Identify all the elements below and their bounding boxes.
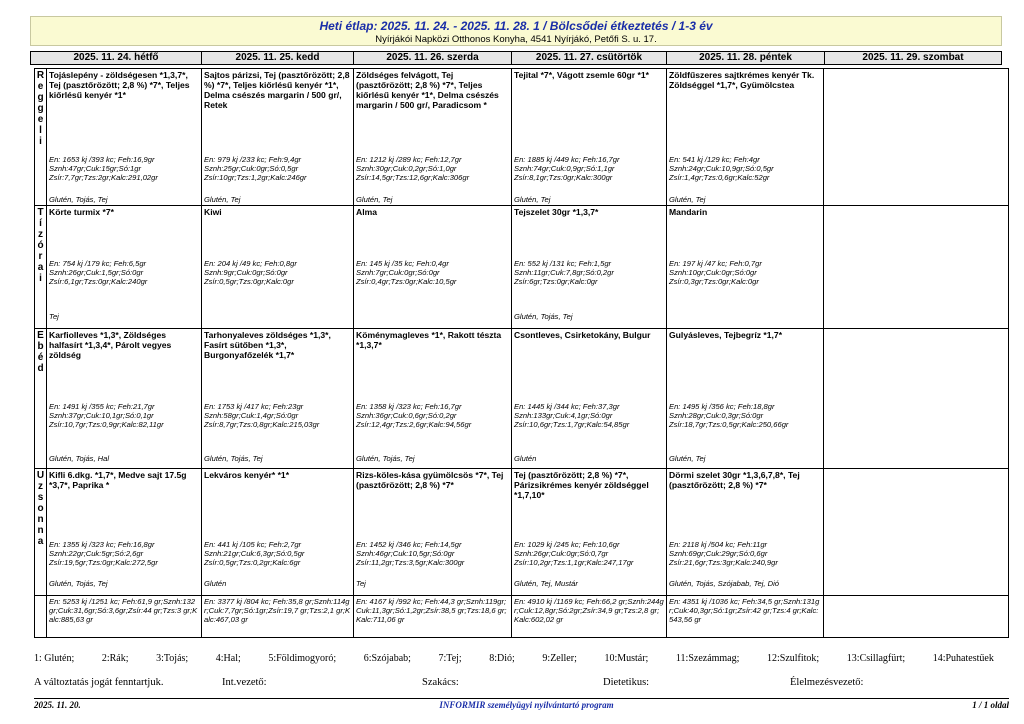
- nutrition-line: En: 441 kj /105 kc; Feh:2,7gr: [204, 540, 302, 549]
- nutrition-line: Zsír:1,4gr;Tzs:0,6gr;Kalc:52gr: [669, 173, 770, 182]
- allergen-item: 3:Tojás;: [156, 653, 189, 664]
- menu-cell: [202, 469, 354, 596]
- allergen-list: Glutén, Tej, Mustár: [514, 579, 578, 588]
- menu-cell: [354, 469, 512, 596]
- nutrition-line: Sznh:47gr;Cuk:15gr;Só:1gr: [49, 164, 142, 173]
- allergen-list: Glutén, Tej: [669, 195, 706, 204]
- day-header: 2025. 11. 26. szerda: [354, 52, 512, 64]
- menu-table: [34, 68, 1009, 638]
- allergen-item: 13:Csillagfürt;: [846, 653, 906, 664]
- nutrition-info: [204, 402, 351, 429]
- nutrition-line: Zsír:0,5gr;Tzs:0gr;Kalc:0gr: [204, 277, 294, 286]
- nutrition-line: Sznh:22gr;Cuk:5gr;Só:2,6gr: [49, 549, 144, 558]
- menu-cell: [202, 206, 354, 329]
- daily-total: En: 4351 kj /1036 kc; Feh:34,5 gr;Sznh:131gr;Cuk:40,3gr;Só:1gr;Zsír:42 gr;Tzs:4 gr;Kalc:543,56 gr: [669, 597, 820, 624]
- allergen-list: Glutén, Tojás, Tej: [356, 454, 415, 463]
- day-header: 2025. 11. 24. hétfő: [31, 52, 202, 64]
- nutrition-info: [514, 402, 664, 429]
- nutrition-line: Sznh:24gr;Cuk:10,9gr;Só:0,5gr: [669, 164, 774, 173]
- page-footer: [34, 698, 1009, 710]
- menu-cell: [47, 69, 202, 206]
- dish-name: Alma: [356, 207, 378, 217]
- nutrition-info: [356, 155, 509, 182]
- nutrition-line: Zsír:6,1gr;Tzs:0gr;Kalc:240gr: [49, 277, 148, 286]
- nutrition-line: En: 1445 kj /344 kc; Feh:37,3gr: [514, 402, 620, 411]
- nutrition-line: En: 1653 kj /393 kc; Feh:16,9gr: [49, 155, 155, 164]
- dish-name: Rizs-köles-kása gyümölcsös *7*, Tej (pasztőrözött; 2,8 %) *7*: [356, 470, 504, 490]
- nutrition-line: Sznh:30gr;Cuk:0,2gr;Só:1,0gr: [356, 164, 457, 173]
- allergen-list: Glutén, Tojás, Tej: [514, 312, 573, 321]
- nutrition-line: En: 145 kj /35 kc; Feh:0,4gr: [356, 259, 449, 268]
- nutrition-line: En: 2118 kj /504 kc; Feh:11gr: [669, 540, 768, 549]
- nutrition-line: Sznh:36gr;Cuk:0,6gr;Só:0,2gr: [356, 411, 457, 420]
- nutrition-line: Zsír:21,6gr;Tzs:3gr;Kalc:240,9gr: [669, 558, 778, 567]
- nutrition-info: [49, 540, 199, 567]
- nutrition-line: Zsír:0,4gr;Tzs:0gr;Kalc:10,5gr: [356, 277, 457, 286]
- allergen-item: 7:Tej;: [438, 653, 462, 664]
- nutrition-line: En: 754 kj /179 kc; Feh:6,5gr: [49, 259, 147, 268]
- meal-row: [35, 469, 1009, 596]
- daily-total: En: 5253 kj /1251 kc; Feh:61,9 gr;Sznh:132gr;Cuk:31,6gr;Só:3,6gr;Zsír:44 gr;Tzs:3 gr;Kalc:885,63 gr: [49, 597, 198, 624]
- dish-name: Kifli 6.dkg. *1,7*, Medve sajt 17.5g *3,7*, Paprika *: [49, 470, 187, 490]
- dish-name: Csontleves, Csirketokány, Bulgur: [514, 330, 651, 340]
- menu-header: [30, 16, 1002, 46]
- nutrition-line: Zsír:11,2gr;Tzs:3,5gr;Kalc:300gr: [356, 558, 465, 567]
- meal-label: E b é d: [35, 329, 47, 469]
- allergen-item: 11:Szezámmag;: [675, 653, 740, 664]
- nutrition-line: Sznh:10gr;Cuk:0gr;Só:0gr: [669, 268, 757, 277]
- nutrition-line: Sznh:21gr;Cuk:6,3gr;Só:0,5gr: [204, 549, 305, 558]
- nutrition-line: Zsír:10,2gr;Tzs:1,1gr;Kalc:247,17gr: [514, 558, 634, 567]
- nutrition-info: [49, 402, 199, 429]
- allergen-item: 12:Szulfitok;: [766, 653, 820, 664]
- nutrition-line: En: 1495 kj /356 kc; Feh:18,8gr: [669, 402, 775, 411]
- nutrition-info: [204, 259, 351, 286]
- nutrition-line: Zsír:19,5gr;Tzs:0gr;Kalc:272,5gr: [49, 558, 158, 567]
- nutrition-line: En: 1885 kj /449 kc; Feh:16,7gr: [514, 155, 620, 164]
- nutrition-info: [356, 540, 509, 567]
- page-number: 1 / 1 oldal: [972, 700, 1009, 710]
- nutrition-line: Zsír:10,6gr;Tzs:1,7gr;Kalc:54,85gr: [514, 420, 630, 429]
- nutrition-line: Zsír:7,7gr;Tzs:2gr;Kalc:291,02gr: [49, 173, 158, 182]
- allergen-list: Glutén: [514, 454, 537, 463]
- allergen-list: Glutén, Tojás, Hal: [49, 454, 110, 463]
- menu-cell: [512, 329, 667, 469]
- allergen-list: Glutén, Tojás, Szójabab, Tej, Dió: [669, 579, 780, 588]
- kitchen-address: Nyírjákói Napközi Otthonos Konyha, 4541 Nyírjákó, Petőfi S. u. 17.: [375, 34, 657, 45]
- dish-name: Karfiolleves *1,3*, Zöldséges halfasírt *1,3,4*, Párolt vegyes zöldség: [49, 330, 172, 360]
- menu-cell: [667, 329, 824, 469]
- nutrition-info: [669, 155, 821, 182]
- nutrition-line: En: 1753 kj /417 kc; Feh:23gr: [204, 402, 304, 411]
- nutrition-info: [356, 402, 509, 429]
- nutrition-line: Sznh:26gr;Cuk:1,5gr;Só:0gr: [49, 268, 144, 277]
- allergen-list: Tej: [356, 579, 366, 588]
- dish-name: Tojáslepény - zöldségesen *1,3,7*, Tej (pasztőrözött; 2,8 %) *7*, Teljes kiőrlésű kenyér *1*: [49, 70, 190, 100]
- nutrition-line: Sznh:37gr;Cuk:10,1gr;Só:0,1gr: [49, 411, 154, 420]
- daily-total: En: 4167 kj /992 kc; Feh:44,3 gr;Sznh:119gr;Cuk:11,3gr;Só:1,2gr;Zsír:38,5 gr;Tzs:18,6 gr;Kalc:711,06 gr: [356, 597, 507, 624]
- dish-name: Lekváros kenyér* *1*: [204, 470, 290, 480]
- menu-cell: [667, 69, 824, 206]
- nutrition-line: Zsír:0,5gr;Tzs:0,2gr;Kalc:6gr: [204, 558, 301, 567]
- dish-name: Tejital *7*, Vágott zsemle 60gr *1*: [514, 70, 650, 80]
- allergen-list: Glutén, Tej: [204, 195, 241, 204]
- day-header-bar: [30, 51, 1002, 65]
- dish-name: Sajtos párizsi, Tej (pasztőrözött; 2,8 %) *7*, Teljes kiőrlésű kenyér *1*, Delma csészés margarin / 500 gr/, Retek: [204, 70, 350, 110]
- manager-signature-label: Int.vezető:: [222, 677, 267, 688]
- nutrition-line: En: 1452 kj /346 kc; Feh:14,5gr: [356, 540, 462, 549]
- dietitian-signature-label: Dietetikus:: [603, 677, 650, 688]
- allergen-item: 5:Földimogyoró;: [268, 653, 337, 664]
- nutrition-line: En: 979 kj /233 kc; Feh:9,4gr: [204, 155, 302, 164]
- dish-name: Mandarin: [669, 207, 708, 217]
- nutrition-info: [669, 259, 821, 286]
- meal-label: T í z ó r a i: [35, 206, 47, 329]
- nutrition-line: En: 1029 kj /245 kc; Feh:10,6gr: [514, 540, 620, 549]
- allergen-item: 10:Mustár;: [604, 653, 649, 664]
- nutrition-line: En: 552 kj /131 kc; Feh:1,5gr: [514, 259, 612, 268]
- nutrition-line: Zsír:12,4gr;Tzs:2,6gr;Kalc:94,56gr: [356, 420, 472, 429]
- nutrition-line: Sznh:133gr;Cuk:4,1gr;Só:0gr: [514, 411, 613, 420]
- meal-row: [35, 69, 1009, 206]
- nutrition-line: Sznh:7gr;Cuk:0gr;Só:0gr: [356, 268, 440, 277]
- menu-cell: [354, 329, 512, 469]
- menu-cell: [354, 69, 512, 206]
- menu-cell: [354, 206, 512, 329]
- nutrition-line: Zsír:10,7gr;Tzs:0,9gr;Kalc:82,11gr: [49, 420, 164, 429]
- dish-name: Körte turmix *7*: [49, 207, 114, 217]
- nutrition-line: Zsír:6gr;Tzs:0gr;Kalc:0gr: [514, 277, 598, 286]
- allergen-item: 8:Dió;: [489, 653, 515, 664]
- allergen-list: Glutén, Tojás, Tej: [49, 195, 108, 204]
- rights-reserved-note: A változtatás jogát fenntartjuk.: [34, 677, 164, 688]
- nutrition-line: Sznh:58gr;Cuk:1,4gr;Só:0gr: [204, 411, 299, 420]
- allergen-list: Glutén, Tej: [669, 454, 706, 463]
- nutrition-line: Sznh:26gr;Cuk:0gr;Só:0,7gr: [514, 549, 609, 558]
- nutrition-line: Zsír:10gr;Tzs:1,2gr;Kalc:246gr: [204, 173, 307, 182]
- menu-cell: [512, 206, 667, 329]
- menu-cell: [202, 329, 354, 469]
- nutrition-info: [356, 259, 509, 286]
- menu-cell: [47, 206, 202, 329]
- nutrition-line: En: 197 kj /47 kc; Feh:0,7gr: [669, 259, 762, 268]
- print-date: 2025. 11. 20.: [34, 700, 81, 710]
- allergen-item: 1: Glutén;: [34, 653, 75, 664]
- nutrition-info: [49, 155, 199, 182]
- nutrition-line: Sznh:11gr;Cuk:7,8gr;Só:0,2gr: [514, 268, 614, 277]
- cook-signature-label: Szakács:: [422, 677, 459, 688]
- food-manager-signature-label: Élelmezésvezető:: [790, 677, 864, 688]
- nutrition-line: Sznh:25gr;Cuk:0gr;Só:0,5gr: [204, 164, 299, 173]
- day-header: 2025. 11. 27. csütörtök: [512, 52, 667, 64]
- menu-cell: [47, 469, 202, 596]
- nutrition-line: Sznh:28gr;Cuk:0,3gr;Só:0gr: [669, 411, 764, 420]
- nutrition-info: [514, 259, 664, 286]
- daily-total: En: 4910 kj /1169 kc; Feh:66,2 gr;Sznh:244gr;Cuk:12,8gr;Só:2gr;Zsír:34,9 gr;Tzs:2,8 gr;Kalc:602,02 gr: [514, 597, 664, 624]
- nutrition-line: En: 204 kj /49 kc; Feh:0,8gr: [204, 259, 297, 268]
- nutrition-info: [514, 540, 664, 567]
- dish-name: Dörmi szelet 30gr *1,3,6,7,8*, Tej (pasztőrözött; 2,8 %) *7*: [669, 470, 800, 490]
- totals-row: [35, 596, 1009, 638]
- nutrition-line: Zsír:8,7gr;Tzs:0,8gr;Kalc:215,03gr: [204, 420, 320, 429]
- day-header: 2025. 11. 28. péntek: [667, 52, 825, 64]
- menu-title: Heti étlap: 2025. 11. 24. - 2025. 11. 28. 1 / Bölcsődei étkeztetés / 1-3 év: [319, 19, 713, 33]
- allergen-item: 4:Hal;: [215, 653, 241, 664]
- dish-name: Köménymagleves *1*, Rakott tészta *1,3,7*: [356, 330, 502, 350]
- allergen-item: 9:Zeller;: [542, 653, 577, 664]
- dish-name: Tejszelet 30gr *1,3,7*: [514, 207, 599, 217]
- dish-name: Tej (pasztőrözött; 2,8 %) *7*, Párizsikrémes kenyér zöldséggel *1,7,10*: [514, 470, 649, 500]
- allergen-item: 2:Rák;: [101, 653, 129, 664]
- menu-cell: [667, 469, 824, 596]
- allergen-item: 6:Szójabab;: [363, 653, 411, 664]
- allergen-list: Glutén, Tej: [514, 195, 551, 204]
- meal-label: U z s o n n a: [35, 469, 47, 596]
- menu-cell: [824, 329, 1009, 469]
- nutrition-line: Sznh:69gr;Cuk:29gr;Só:0,6gr: [669, 549, 768, 558]
- allergen-list: Glutén, Tojás, Tej: [204, 454, 263, 463]
- nutrition-line: En: 1355 kj /323 kc; Feh:16,8gr: [49, 540, 155, 549]
- allergen-list: Glutén: [204, 579, 227, 588]
- nutrition-info: [514, 155, 664, 182]
- nutrition-line: En: 1358 kj /323 kc; Feh:16,7gr: [356, 402, 462, 411]
- menu-cell: [512, 469, 667, 596]
- nutrition-info: [49, 259, 199, 286]
- nutrition-line: Sznh:9gr;Cuk:0gr;Só:0gr: [204, 268, 288, 277]
- nutrition-line: Zsír:0,3gr;Tzs:0gr;Kalc:0gr: [669, 277, 759, 286]
- daily-total: En: 3377 kj /804 kc; Feh:35,8 gr;Sznh:114gr;Cuk:7,7gr;Só:1gr;Zsír:19,7 gr;Tzs:2,1 gr;Kalc:467,03 gr: [204, 597, 351, 624]
- nutrition-info: [669, 540, 821, 567]
- allergen-list: Glutén, Tej: [356, 195, 393, 204]
- dish-name: Zöldséges felvágott, Tej (pasztőrözött; 2,8 %) *7*, Teljes kiőrlésű kenyér *1*, Delma csészés margarin / 500 gr/, Paradicsom *: [356, 70, 499, 110]
- dish-name: Gulyásleves, Tejbegríz *1,7*: [669, 330, 783, 340]
- nutrition-line: Sznh:46gr;Cuk:10,5gr;Só:0gr: [356, 549, 455, 558]
- day-header: 2025. 11. 25. kedd: [202, 52, 354, 64]
- menu-cell: [824, 469, 1009, 596]
- dish-name: Tarhonyaleves zöldséges *1,3*, Fasírt sütőben *1,3*, Burgonyafőzelék *1,7*: [204, 330, 331, 360]
- allergen-list: Glutén, Tojás, Tej: [49, 579, 108, 588]
- day-header: 2025. 11. 29. szombat: [862, 52, 964, 63]
- nutrition-line: Zsír:18,7gr;Tzs:0,5gr;Kalc:250,66gr: [669, 420, 789, 429]
- allergen-list: Tej: [49, 312, 59, 321]
- nutrition-info: [204, 540, 351, 567]
- nutrition-line: Zsír:8,1gr;Tzs:0gr;Kalc:300gr: [514, 173, 613, 182]
- nutrition-line: Sznh:74gr;Cuk:0,9gr;Só:1,1gr: [514, 164, 615, 173]
- menu-cell: [824, 206, 1009, 329]
- menu-cell: [512, 69, 667, 206]
- menu-cell: [47, 329, 202, 469]
- dish-name: Kiwi: [204, 207, 222, 217]
- program-name: INFORMIR személyügyi nyilvántartó program: [439, 700, 614, 710]
- dish-name: Zöldfűszeres sajtkrémes kenyér Tk. Zöldséggel *1,7*, Gyümölcstea: [669, 70, 815, 90]
- nutrition-info: [669, 402, 821, 429]
- nutrition-line: Zsír:14,5gr;Tzs:12,6gr;Kalc:306gr: [356, 173, 470, 182]
- nutrition-line: En: 1212 kj /289 kc; Feh:12,7gr: [356, 155, 462, 164]
- nutrition-line: En: 541 kj /129 kc; Feh:4gr: [669, 155, 760, 164]
- allergen-legend: [34, 653, 994, 664]
- meal-row: [35, 206, 1009, 329]
- menu-cell: [667, 206, 824, 329]
- meal-label: R e g g e l i: [35, 69, 47, 206]
- allergen-item: 14:Puhatestűek: [932, 653, 994, 664]
- menu-cell: [202, 69, 354, 206]
- nutrition-line: En: 1491 kj /355 kc; Feh:21,7gr: [49, 402, 155, 411]
- meal-row: [35, 329, 1009, 469]
- nutrition-info: [204, 155, 351, 182]
- menu-cell: [824, 69, 1009, 206]
